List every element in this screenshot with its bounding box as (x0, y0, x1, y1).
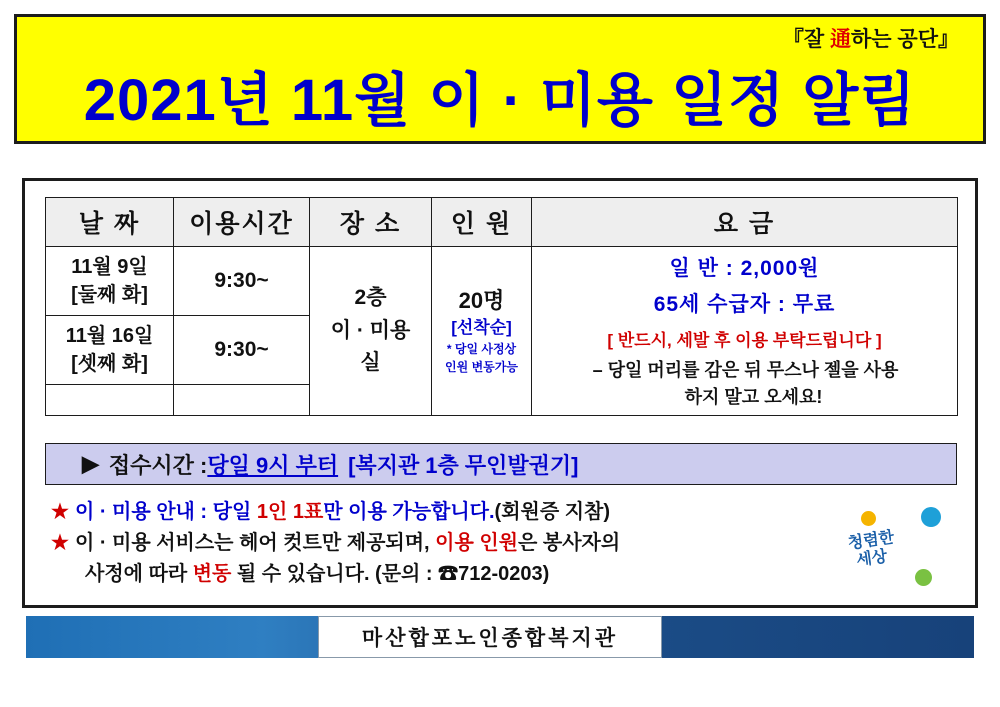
banner-subtitle-highlight: 通 (830, 28, 852, 51)
note-3-c: 될 수 있습니다. (문의 : ☎712-0203) (231, 563, 550, 585)
time-cell-empty (174, 385, 310, 416)
star-icon: ★ (51, 532, 69, 554)
time-cell-1: 9:30~ (174, 247, 310, 316)
capacity-note-1: * 당일 사정상 (446, 342, 517, 357)
reception-location: [복지관 1층 무인발권기] (348, 452, 579, 478)
date-sub-1: [둘째 화] (71, 284, 148, 306)
notes-block (51, 497, 941, 590)
fee-detail-line-2: 하지 말고 오세요! (684, 386, 823, 407)
banner-subtitle-suffix: 하는 공단』 (851, 28, 959, 51)
note-3-b: 변동 (192, 563, 232, 585)
page-title: 2021년 11월 이 · 미용 일정 알림 (83, 68, 917, 133)
note-3-a: 사정에 따라 (85, 563, 193, 585)
note-1-d: (회원증 지참) (494, 501, 611, 523)
banner-subtitle (783, 23, 959, 53)
reception-time: 당일 9시 부터 (207, 452, 339, 478)
date-cell-empty (46, 385, 174, 416)
fee-detail (532, 357, 957, 409)
note-1-c: 만 이용 가능합니다. (323, 501, 495, 523)
note-row-3 (51, 559, 941, 590)
fee-general: 일 반 : 2,000원 (669, 257, 820, 281)
header-date: 날 짜 (46, 198, 174, 247)
place-line-2: 이 · 미용 (330, 318, 411, 342)
capacity-cell (432, 247, 532, 416)
place-cell (310, 247, 432, 416)
note-row-2 (51, 528, 941, 559)
triangle-icon: ▶ (82, 451, 99, 476)
logo-text-line-2: 세상 (855, 547, 889, 569)
logo-dot-green-icon (915, 569, 932, 586)
clean-world-logo (845, 507, 953, 599)
capacity-number: 20명 (458, 287, 505, 313)
logo-text (847, 523, 943, 571)
fee-senior: 65세 수급자 : 무료 (653, 293, 836, 317)
title-banner (14, 14, 986, 144)
note-row-1 (51, 497, 941, 528)
date-line-1: 11월 9일 (71, 256, 148, 278)
fee-warning: [ 반드시, 세발 후 이용 부탁드립니다 ] (607, 331, 882, 351)
content-frame (22, 178, 978, 608)
fee-detail-line-1: – 당일 머리를 감은 뒤 무스나 젤을 사용 (592, 360, 899, 381)
logo-text-line-1: 청렴한 (846, 529, 896, 553)
table-row (46, 247, 958, 316)
capacity-first-come: [선착순] (451, 318, 512, 338)
schedule-table (45, 197, 958, 416)
header-fee: 요 금 (532, 198, 958, 247)
capacity-note-2: 인원 변동가능 (445, 360, 518, 375)
note-2-c: 은 봉사자의 (518, 532, 621, 554)
date-cell-2 (46, 316, 174, 385)
note-1-b: 1인 1표 (256, 501, 324, 523)
note-1-a: 이 · 미용 안내 : 당일 (74, 501, 257, 523)
note-2-a: 이 · 미용 서비스는 헤어 컷트만 제공되며, (74, 532, 436, 554)
time-cell-2: 9:30~ (174, 316, 310, 385)
place-line-3: 실 (360, 351, 381, 375)
header-count: 인 원 (432, 198, 532, 247)
place-line-1: 2층 (354, 286, 387, 310)
footer-organization: 마산합포노인종합복지관 (318, 616, 662, 658)
banner-subtitle-prefix: 『잘 (782, 28, 831, 51)
date-cell-1 (46, 247, 174, 316)
fee-cell (532, 247, 958, 416)
table-header-row (46, 198, 958, 247)
logo-dot-yellow-icon (861, 511, 876, 526)
reception-bar (45, 443, 957, 485)
note-2-b: 이용 인원 (435, 532, 519, 554)
star-icon: ★ (51, 501, 69, 523)
header-time: 이용시간 (174, 198, 310, 247)
reception-label: 접수시간 : (108, 452, 208, 478)
date-sub-2: [셋째 화] (71, 353, 148, 375)
date-line-2: 11월 16일 (65, 325, 154, 347)
header-place: 장 소 (310, 198, 432, 247)
